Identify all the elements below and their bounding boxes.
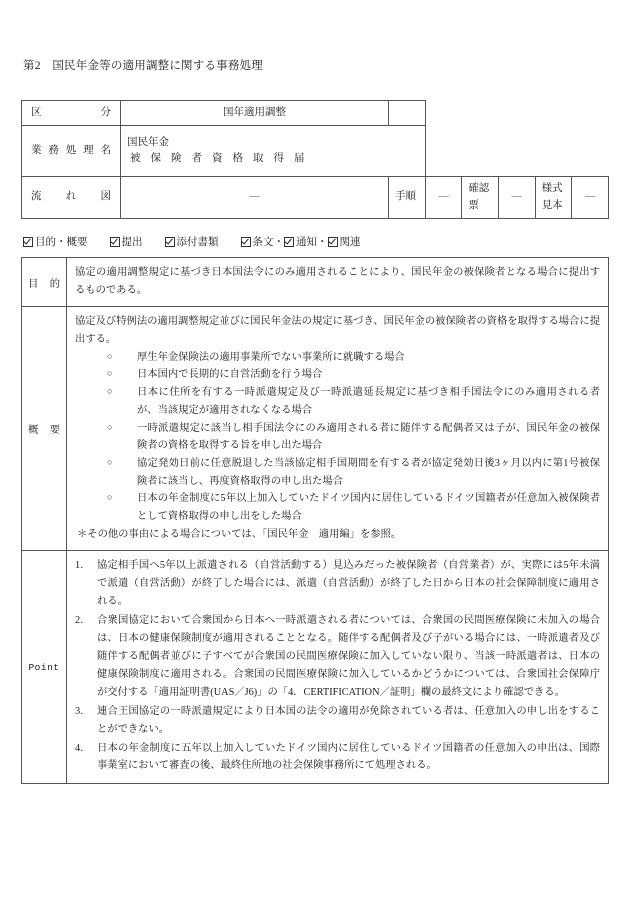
overview-label-char-0: 概 <box>28 425 39 437</box>
checkbox-checked-icon <box>23 237 33 247</box>
purpose-label-char-0: 目 <box>28 278 39 290</box>
overview-intro-text: 協定及び特例法の適用調整規定並びに国民年金法の規定に基づき、国民年金の被保険者の資格を取得する場合に提出する。 <box>75 316 600 345</box>
checkbox-purpose-overview[interactable] <box>23 234 88 249</box>
flow-dash-1: ― <box>425 177 462 219</box>
checkbox-label: 通知 <box>296 237 317 249</box>
classification-value-cell: 国年適用調整 <box>121 101 389 126</box>
flow-label-char-1: れ <box>65 191 77 203</box>
checkbox-notice[interactable] <box>284 234 317 249</box>
circle-bullet-icon: ○ <box>107 456 113 467</box>
circle-bullet-icon: ○ <box>107 421 113 432</box>
list-item <box>75 557 600 611</box>
business-value-char-6: 取 <box>253 153 264 165</box>
business-name-line2 <box>127 151 419 167</box>
table-row-business-name <box>22 126 609 177</box>
checkbox-related[interactable] <box>328 234 361 249</box>
table-row-flow-diagram <box>22 177 609 219</box>
list-item <box>107 490 600 525</box>
list-item-number: 2. <box>75 615 84 627</box>
list-item-text: 合衆国協定において合衆国から日本へ一時派遣される者については、合衆国の民間医療保険に未加入の場合は、日本の健康保険制度が適用されることとなる。随伴する配偶者及び子がいる場合には、一時派遣者及び随伴する配偶者並びに子すべてが合衆国の民間医療保険に加入していない限り、当該一時派遣者は、日本の健康保険制度に適用される。合衆国の民間医療保険に加入しているかどうかについては、合衆国社会保障庁が交付する「適用証明書(UAS／J6)」の「4．CERTIFICATION／証明」欄の最終文により確認できる。 <box>97 615 600 698</box>
business-value-char-3: 者 <box>191 153 202 165</box>
checkbox-label: 目的・概要 <box>35 237 88 249</box>
flow-dash-2: ― <box>498 177 535 219</box>
business-value-char-8: 届 <box>294 153 305 165</box>
classification-label-char-1: 分 <box>100 107 111 119</box>
checkbox-checked-icon <box>241 237 251 247</box>
list-item-number: 1. <box>75 560 84 572</box>
checkbox-checked-icon <box>328 237 338 247</box>
circle-bullet-icon: ○ <box>107 350 113 361</box>
circle-bullet-icon: ○ <box>107 492 113 503</box>
table-row-purpose <box>22 257 609 306</box>
classification-blank-cell <box>389 101 426 126</box>
point-label: Point <box>28 661 60 673</box>
list-item-text: 日本の年金制度に5年以上加入していたドイツ国内に居住しているドイツ国籍者が任意加入被保険者として資格取得の申し出をした場合 <box>137 493 600 523</box>
business-value-char-4: 資 <box>212 153 223 165</box>
checkbox-group-law-notice-related <box>241 234 361 249</box>
point-content-cell <box>67 551 609 784</box>
business-label-char-0: 業 <box>31 145 42 157</box>
classification-label-cell <box>22 101 121 126</box>
list-item <box>107 384 600 419</box>
purpose-text: 協定の適用調整規定に基づき日本国法令にのみ適用されることにより、国民年金の被保険者となる場合に提出するものである。 <box>75 266 600 296</box>
overview-content-cell <box>67 307 609 551</box>
business-value-char-7: 得 <box>273 153 284 165</box>
list-item-text: 協定相手国へ5年以上派遣される（自営活動する）見込みだった被保険者（自営業者）が、実際には5年未満で派遣（自営活動）が終了した場合には、派遣（自営活動）が終了した日から日本の社会保障制度に適用される。 <box>97 560 600 608</box>
classification-label-char-0: 区 <box>31 107 42 119</box>
flow-label-char-0: 流 <box>31 191 42 203</box>
list-item <box>107 349 600 367</box>
checkbox-checked-icon <box>165 237 175 247</box>
point-numbered-list <box>75 557 600 775</box>
purpose-label-cell <box>22 257 67 306</box>
business-name-line1: 国民年金 <box>127 137 169 149</box>
table-row-point <box>22 551 609 784</box>
list-item-text: 一時派遣規定に該当し相手国法令にのみ適用される者に随伴する配偶者又は子が、国民年金の被保険者の資格を取得する旨を申し出た場合 <box>137 422 600 452</box>
circle-bullet-icon: ○ <box>107 368 113 379</box>
page-title: 第2 国民年金等の適用調整に関する事務処理 <box>23 60 263 72</box>
list-item-text: 厚生年金保険法の適用事業所でない事業所に就職する場合 <box>137 351 405 363</box>
checkbox-label: 関連 <box>339 237 361 249</box>
section-checkbox-strip <box>23 234 609 250</box>
flow-label-cell <box>22 177 121 219</box>
business-label-char-4: 名 <box>100 145 111 157</box>
list-item-number: 3. <box>75 705 84 717</box>
purpose-content-cell <box>67 257 609 306</box>
list-item-text: 協定発効日前に任意脱退した当該協定相手国期間を有する者が協定発効日後3ヶ月以内に第1号被保険者に該当し、再度資格取得の申し出た場合 <box>137 457 600 487</box>
business-name-label-cell <box>22 126 121 177</box>
flow-item-checksheet[interactable]: 確認票 <box>462 177 499 219</box>
checkbox-attachments[interactable] <box>165 234 219 249</box>
checkbox-label: 提出 <box>121 237 143 249</box>
table-row-classification <box>22 101 609 126</box>
business-name-value-cell <box>121 126 426 177</box>
business-label-char-3: 理 <box>83 145 94 157</box>
list-item-text: 日本の年金制度に五年以上加入していたドイツ国内に居住しているドイツ国籍者の任意加入の申出は、国際事業室において審査の後、最終住所地の社会保険事務所にて処理される。 <box>97 742 600 772</box>
content-table <box>21 257 609 784</box>
list-item <box>107 366 600 384</box>
overview-label-cell <box>22 307 67 551</box>
business-label-char-1: 務 <box>48 145 59 157</box>
flow-dash-0: ― <box>121 177 389 219</box>
checkbox-separator: ・ <box>317 237 328 249</box>
flow-item-procedure[interactable]: 手順 <box>389 177 426 219</box>
point-label-cell <box>22 551 67 784</box>
list-item-text: 日本に住所を有する一時派遣規定及び一時派遣延長規定に基づき相手国法令にのみ適用される者が、当該規定が適用されなくなる場合 <box>137 387 600 416</box>
checkbox-checked-icon <box>110 237 120 247</box>
checkbox-law-text[interactable] <box>241 234 274 249</box>
flow-item-sample-form[interactable]: 様式見本 <box>535 177 572 219</box>
checkbox-label: 条文 <box>252 237 274 249</box>
list-item <box>107 420 600 455</box>
list-item-text: 連合王国協定の一時派遣規定により日本国の法令の適用が免除されている者は、任意加入の申し出をすることができない。 <box>97 705 600 735</box>
flow-dash-3: ― <box>572 177 609 219</box>
business-value-char-2: 険 <box>171 153 182 165</box>
business-value-char-0: 被 <box>130 153 141 165</box>
business-value-char-5: 格 <box>232 153 243 165</box>
checkbox-submission[interactable] <box>110 234 143 249</box>
list-item-text: 日本国内で長期的に自営活動を行う場合 <box>137 369 323 381</box>
checkbox-checked-icon <box>284 237 294 247</box>
list-item-number: 4. <box>75 742 84 754</box>
purpose-label-char-1: 的 <box>49 278 60 290</box>
circle-bullet-icon: ○ <box>107 386 113 397</box>
business-value-char-1: 保 <box>150 153 161 165</box>
overview-footnote: ＊その他の事由による場合については、「国民年金 適用編」を参照。 <box>77 528 402 540</box>
overview-bullet-list <box>75 349 600 526</box>
overview-label-char-1: 要 <box>49 425 60 437</box>
list-item <box>107 455 600 490</box>
checkbox-label: 添付書類 <box>176 237 219 249</box>
flow-label-char-2: 図 <box>100 191 111 203</box>
list-item <box>75 740 600 776</box>
list-item <box>75 703 600 739</box>
list-item <box>75 612 600 702</box>
metadata-table <box>21 100 609 219</box>
business-label-char-2: 処 <box>65 145 77 157</box>
checkbox-separator: ・ <box>273 237 284 249</box>
table-row-overview <box>22 307 609 551</box>
